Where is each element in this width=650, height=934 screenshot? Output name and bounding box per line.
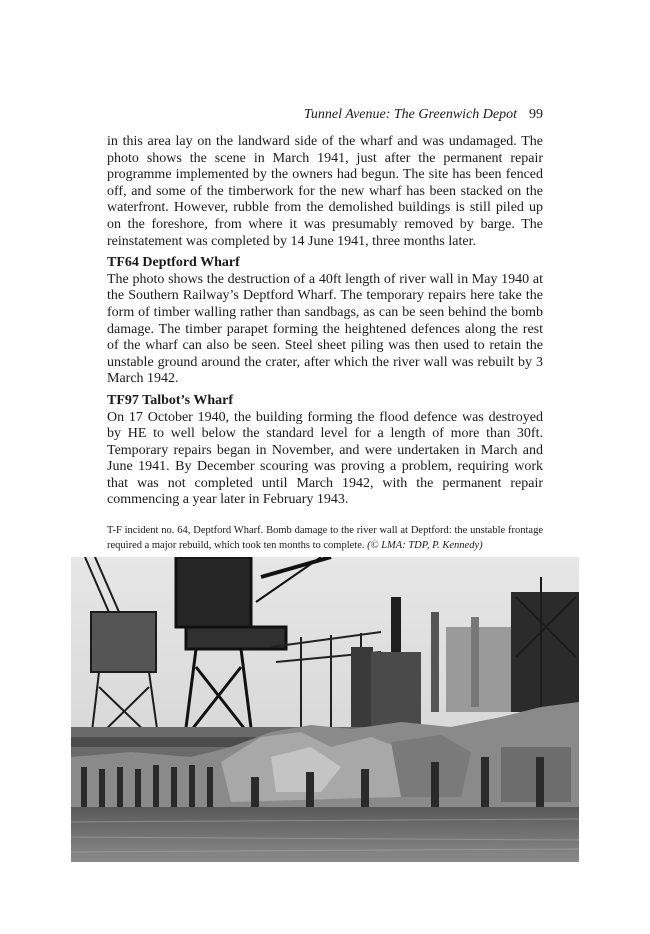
page-number: 99	[529, 107, 543, 122]
running-head	[107, 106, 543, 124]
section-heading-tf64: TF64 Deptford Wharf	[107, 255, 240, 271]
paragraph: in this area lay on the landward side of the wharf and was undamaged. The photo shows the scene in March 1941, just after the permanent repair programme implemented by the owners had begun. The site has been fenced off, and some of the timberwork for the new wharf has been stacked on the waterfront. However, rubble from the demolished buildings is still piled up on the foreshore, from where it was presumably removed by barge. The reinstatement was completed by 14 June 1941, three months later.	[107, 134, 543, 249]
running-head-title: Tunnel Avenue: The Greenwich Depot	[303, 107, 517, 122]
paragraph-tf64: The photo shows the destruction of a 40ft length of river wall in May 1940 at the Southern Railway’s Deptford Wharf. The temporary repairs here take the form of timber walling rather than sandbags, as can be seen behind the bomb damage. The timber parapet forming the heightened defences along the rest of the wharf can also be seen. Steel sheet piling was then used to retain the unstable ground around the crater, after which the river wall was rebuilt by 3 March 1942.	[107, 271, 543, 387]
caption-credit: (© LMA: TDP, P. Kennedy)	[367, 540, 483, 551]
caption-text: T-F incident no. 64, Deptford Wharf. Bomb damage to the river wall at Deptford: the unstable frontage required a major rebuild, which took ten months to complete.	[107, 525, 543, 551]
paragraph-tf97: On 17 October 1940, the building forming the flood defence was destroyed by HE to well below the standard level for a length of more than 30ft. Temporary repairs began in November, and were undertaken in March and June 1941. By December scouring was proving a problem, requiring work that was not completed until March 1942, with the permanent repair commencing a year later in February 1943.	[107, 409, 543, 508]
figure-caption	[107, 523, 543, 553]
section-heading-tf97: TF97 Talbot’s Wharf	[107, 392, 234, 408]
body-text	[107, 134, 543, 509]
wharf-photograph	[71, 557, 579, 862]
